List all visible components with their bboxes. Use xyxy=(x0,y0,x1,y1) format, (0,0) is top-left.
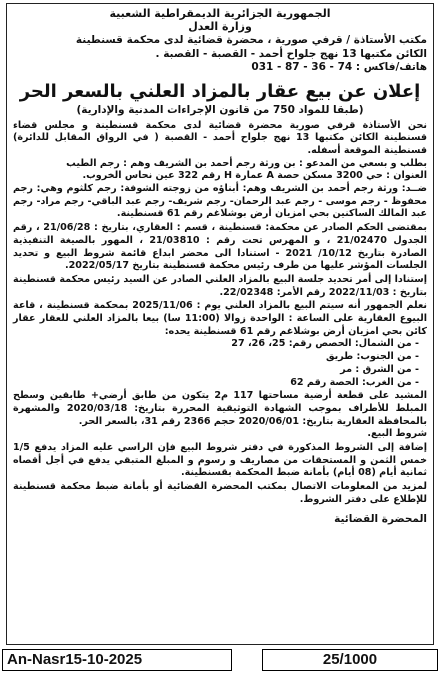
publication-footer xyxy=(0,649,440,673)
body-paragraph: المشيد على قطعة أرضية مساحتها 117 م2 يتكون من طابق أرضي+ طابقين وسطح المبلط للأطراف بموجب الشهادة التوثيقية المحررة بتاريخ: 2020/03/18 والمشهرة بالمحافظة العقارية بتاريخ: 2020/06/01 حجم 2366 رقم 31، بالسعر الحر. xyxy=(13,390,428,427)
boundary-item: - من الشمال: الحصص رقم: 25، 26، 27 xyxy=(231,338,419,350)
body-paragraph: إستنادا إلى أمر تحديد جلسة البيع بالمزاد العلني الصادر عن السيد رئيس محكمة قسنطينة بتاريخ : 2022/11/03 رقم الأمر: 22/02348. xyxy=(13,273,427,298)
office-line: الكائن مكتبها 13 نهج جلواح أحمد - القصبة - القصبة . xyxy=(155,47,427,60)
notice-title: إعلان عن بيع عقار بالمزاد العلني بالسعر الحر xyxy=(19,80,421,102)
body-paragraph: نحن الأستاذة قرفي صورية محضرة قضائية لدى محكمة قسنطينة و مجلس قضاء قسنطينة الكائن مكتبها 13 نهج جلواح أحمد - القصبة ( في الرواق المقابل للدائرة) قسنطينة الموقعة أسفله. xyxy=(13,119,427,156)
notice-body xyxy=(13,120,427,507)
boundary-item: - من الغرب: الحصة رقم 62 xyxy=(290,376,419,388)
body-paragraph: لمزيد من المعلومات الاتصال بمكتب المحضرة القضائية أو بأمانة ضبط محكمة قسنطينة للإطلاع على دفتر الشروط. xyxy=(13,481,427,505)
signature: المحضرة القضائية xyxy=(334,512,427,525)
body-paragraph: ضــد: ورثة رجم أحمد بن الشريف وهم: أبناؤه من زوجته الشوفة: رجم كلثوم وهي: رجم محفوظ - رجم موسى - رجم عبد الرحمان- رجم شريف- رجم عبد الباقي- رجم مراد- رجم عبد المالك الساكنين بحي امزيان أرض بوشلاغم رقم 61 قسنطينة. xyxy=(13,183,427,220)
office-phone: هاتف/فاكس : 74 - 36 - 87 - 031 xyxy=(251,61,427,73)
boundary-item: - من الجنوب: طريق xyxy=(325,351,419,363)
body-paragraph: العنوان : حي 3200 مسكن حصة A عمارة H رقم 322 عين نحاس الخروب. xyxy=(82,170,427,182)
notice-subtitle: (طبقا للمواد 750 من قانون الإجراءات المدنية والإدارية) xyxy=(76,103,364,116)
body-paragraph: إضافة إلى الشروط المذكورة في دفتر شروط البيع فإن الراسي عليه المزاد يدفع 1/5 خمس الثمن و المستحقات من مصاريف و رسوم و المبلغ المتبقي يدفع في أجل أقصاه ثمانية أيام (08 أيام) بأمانة ضبط المحكمة بقسنطينة. xyxy=(13,442,427,479)
body-paragraph: نعلم الجمهور أنه سيتم البيع بالمزاد العلني يوم : 2025/11/06 بمحكمة قسنطينة ، قاعة البيوع العقارية على الساعة : الواحدة زوالا (11:00 سا) بيعا بالمزاد العلني للعقار عقار كائن بحي امزيان أرض بوشلاغم رقم 61 قسنطينة يحده: xyxy=(13,300,428,337)
notice-number: 25/1000 xyxy=(262,649,438,671)
publication-ref: An-Nasr15-10-2025 xyxy=(2,649,232,671)
body-paragraph: بطلب و بسعي من المدعو : بن ورثة رجم أحمد بن الشريف وهم : رجم الطيب xyxy=(66,157,427,169)
sale-conditions-heading: شروط البيع. xyxy=(367,428,427,440)
republic-header: الجمهورية الجزائرية الديمقراطية الشعبية xyxy=(109,7,331,20)
office-address-block xyxy=(13,34,427,75)
body-paragraph: بمقتضى الحكم الصادر عن محكمة: قسنطينة ، قسم : العقاري، بتاريخ : 21/06/28 ، رقم الجدول 21/02470 ، و المهرس تحت رقم : 21/03810 ، المهور بالصيغة التنفيذية الصادرة بتاريخ 10/12/ 2021 - استنادا الى محضر ابداع قائمة شروط البيع و تحديد الجلسات المؤشر عليها من طرف رئيس محكمة قسنطينة بتاريخ 2022/05/17. xyxy=(13,222,427,272)
boundary-item: - من الشرق : مر xyxy=(340,363,419,375)
office-line: مكتب الأستاذة / قرفي صورية ، محضرة قضائية لدى محكمة قسنطينة xyxy=(75,34,427,46)
ministry-header: وزارة العدل xyxy=(188,20,252,33)
auction-notice-box xyxy=(6,3,434,645)
